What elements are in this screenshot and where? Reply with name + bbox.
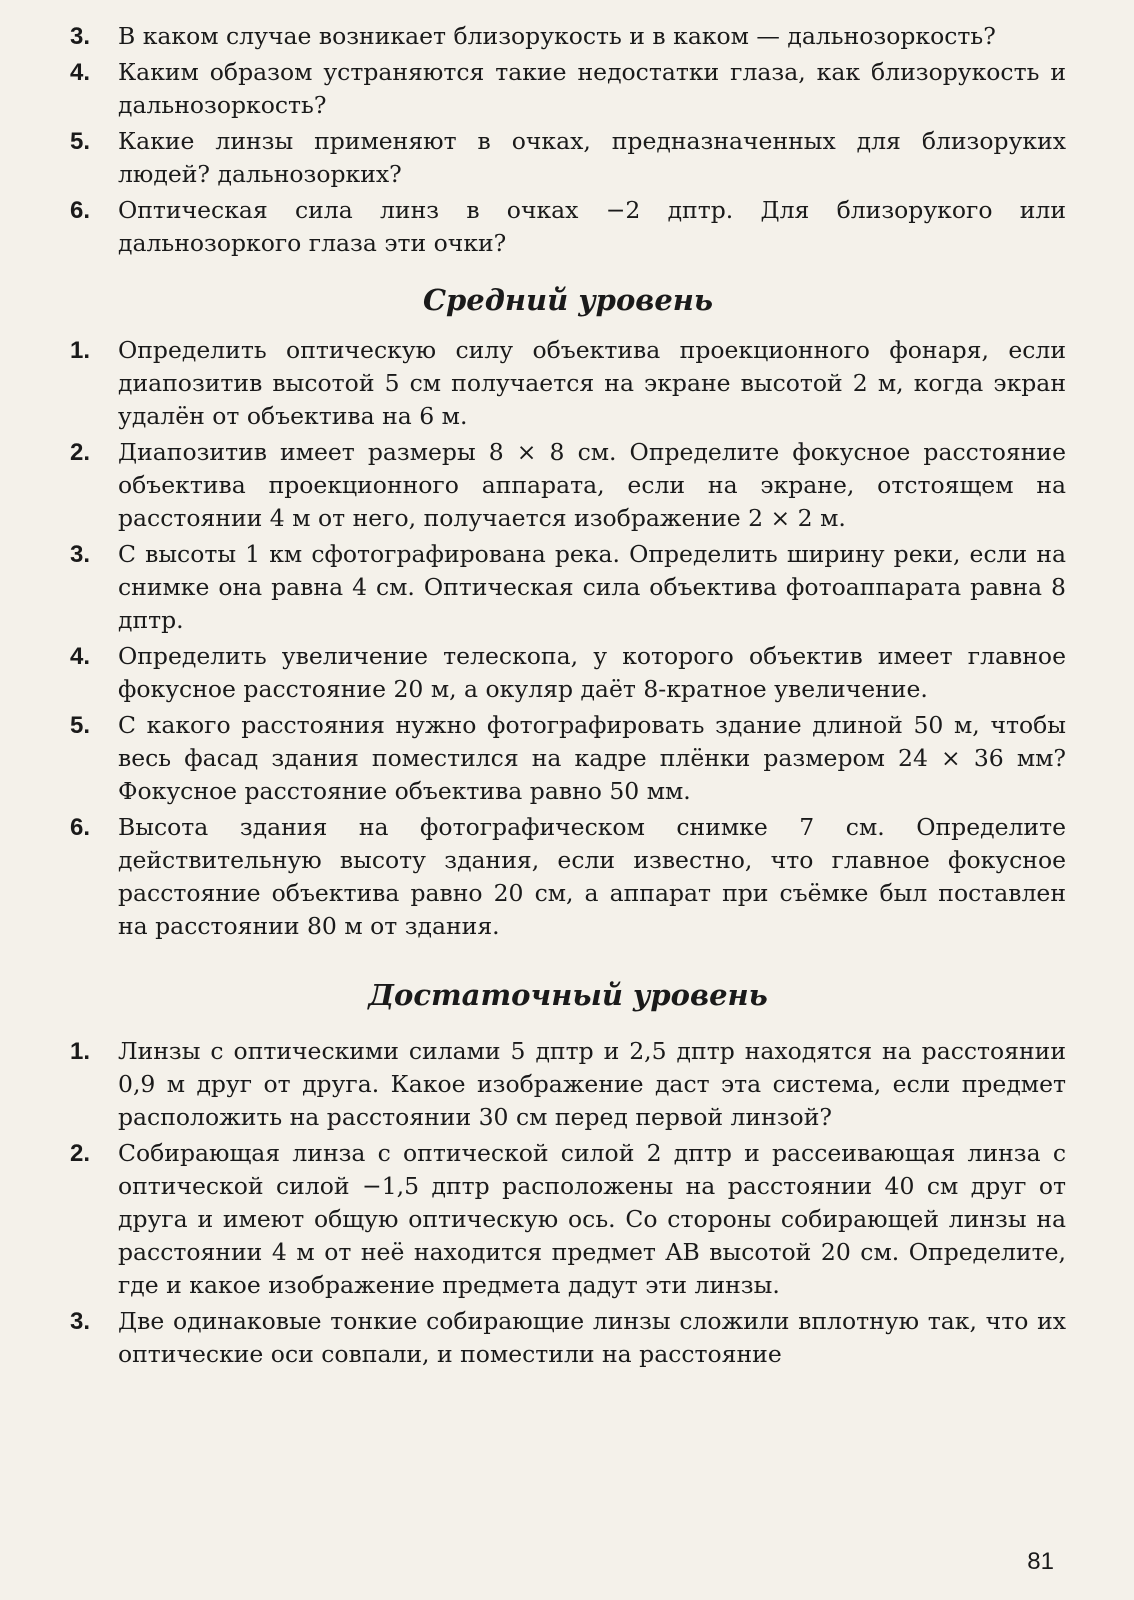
item-number: 1. [70, 1038, 91, 1065]
item-number: 2. [70, 439, 91, 466]
item-number: 5. [70, 128, 91, 155]
item-text: Диапозитив имеет размеры 8 × 8 см. Определите фокусное расстояние объектива проекционного аппарата, если на экране, отстоящем на расстоянии 4 м от него, получается изображение 2 × 2 м. [118, 438, 1066, 532]
item-text: Линзы с оптическими силами 5 дптр и 2,5 дптр находятся на расстоянии 0,9 м друг от друга. Какое изображение даст эта система, если предмет расположить на расстоянии 30 см перед первой линзой? [118, 1037, 1066, 1131]
item-text: Определить увеличение телескопа, у которого объектив имеет главное фокусное расстояние 20 м, а окуляр даёт 8-кратное увеличение. [118, 642, 1066, 703]
item-number: 6. [70, 814, 91, 841]
item-text: Две одинаковые тонкие собирающие линзы сложили вплотную так, что их оптические оси совпали, и поместили на расстояние [118, 1307, 1066, 1368]
list-item [70, 20, 1066, 53]
page-number: 81 [1027, 1548, 1054, 1575]
list-item [70, 194, 1066, 260]
item-number: 6. [70, 197, 91, 224]
item-text: В каком случае возникает близорукость и в каком — дальнозоркость? [118, 22, 996, 50]
list-item [70, 640, 1066, 706]
page-content [70, 20, 1066, 1374]
list-item [70, 334, 1066, 433]
item-text: Каким образом устраняются такие недостатки глаза, как близорукость и дальнозоркость? [118, 58, 1066, 119]
item-text: С какого расстояния нужно фотографировать здание длиной 50 м, чтобы весь фасад здания поместился на кадре плёнки размером 24 × 36 мм? Фокусное расстояние объектива равно 50 мм. [118, 711, 1066, 805]
list-item [70, 125, 1066, 191]
list-item [70, 811, 1066, 943]
item-text: Высота здания на фотографическом снимке 7 см. Определите действительную высоту здания, если известно, что главное фокусное расстояние объектива равно 20 см, а аппарат при съёмке был поставлен на расстоянии 80 м от здания. [118, 813, 1066, 940]
section-heading-sufficient: Достаточный уровень [368, 978, 768, 1012]
item-number: 3. [70, 1308, 91, 1335]
item-number: 1. [70, 337, 91, 364]
item-number: 3. [70, 541, 91, 568]
list-item [70, 538, 1066, 637]
item-number: 4. [70, 643, 91, 670]
list-item [70, 1305, 1066, 1371]
item-number: 5. [70, 712, 91, 739]
item-number: 3. [70, 23, 91, 50]
item-number: 2. [70, 1140, 91, 1167]
item-text: Собирающая линза с оптической силой 2 дптр и рассеивающая линза с оптической силой −1,5 дптр расположены на расстоянии 40 см друг от друга и имеют общую оптическую ось. Со стороны собирающей линзы на расстоянии 4 м от неё находится предмет AB высотой 20 см. Определите, где и какое изображение предмета дадут эти линзы. [118, 1139, 1066, 1299]
item-number: 4. [70, 59, 91, 86]
list-item [70, 56, 1066, 122]
item-text: Оптическая сила линз в очках −2 дптр. Для близорукого или дальнозоркого глаза эти очки? [118, 196, 1066, 257]
list-item [70, 1035, 1066, 1134]
item-text: Какие линзы применяют в очках, предназначенных для близоруких людей? дальнозорких? [118, 127, 1066, 188]
item-text: Определить оптическую силу объектива проекционного фонаря, если диапозитив высотой 5 см получается на экране высотой 2 м, когда экран удалён от объектива на 6 м. [118, 336, 1066, 430]
item-text: С высоты 1 км сфотографирована река. Определить ширину реки, если на снимке она равна 4 см. Оптическая сила объектива фотоаппарата равна 8 дптр. [118, 540, 1066, 634]
list-item [70, 1137, 1066, 1302]
list-item [70, 709, 1066, 808]
section-heading-medium: Средний уровень [422, 283, 714, 317]
list-item [70, 436, 1066, 535]
